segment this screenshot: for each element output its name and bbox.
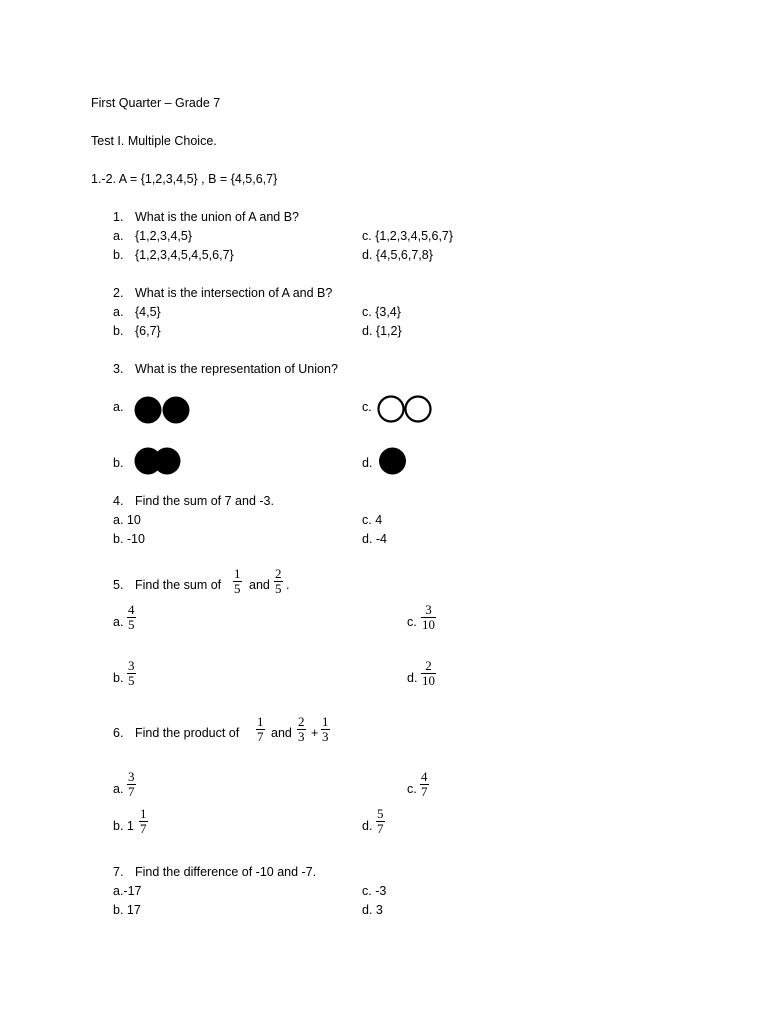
q5-fraction-1 [233,567,242,596]
test-title: Test I. Multiple Choice. [91,134,217,148]
numerator: 4 [421,769,428,784]
q5-choice-d-fraction [421,659,436,688]
q1-b-label: b. [113,248,124,262]
denominator: 5 [128,617,135,632]
q2-a-label: a. [113,305,124,319]
q6-fraction-1 [256,715,265,744]
q5-choice-c-fraction [421,603,436,632]
q5-period: . [286,578,290,592]
q1-choice-a: {1,2,3,4,5} [135,229,193,243]
q1-a-label: a. [113,229,124,243]
q2-text: What is the intersection of A and B? [135,286,333,300]
q2-choice-a: {4,5} [135,305,161,319]
q4-choice-a: a. 10 [113,513,141,527]
q3-choice-a-label: a. [113,400,124,414]
q6-choice-a-fraction [127,770,136,799]
q3-choice-b-label: b. [113,456,124,470]
q2-choice-b: {6,7} [135,324,161,338]
numerator: 1 [257,714,264,729]
denominator: 5 [234,581,241,596]
q7-choice-a: a.-17 [113,884,142,898]
q7-choice-b: b. 17 [113,903,141,917]
denominator: 7 [128,784,135,799]
denominator: 7 [421,784,428,799]
numerator: 3 [425,602,432,617]
numerator: 3 [128,769,135,784]
q6-number: 6. [113,726,124,740]
q5-choice-a-label: a. [113,615,124,629]
q4-choice-b: b. -10 [113,532,145,546]
q2-b-label: b. [113,324,124,338]
numerator: 4 [128,602,135,617]
q3-choice-c-label: c. [362,400,372,414]
numerator: 3 [128,658,135,673]
denominator: 10 [422,673,435,688]
numerator: 1 [140,806,147,821]
q6-and: and [271,726,292,740]
q7-choice-c: c. -3 [362,884,387,898]
q3-choice-d-label: d. [362,456,373,470]
venn-two-filled-circles-icon [133,395,193,425]
q5-number: 5. [113,578,124,592]
q4-choice-d: d. -4 [362,532,388,546]
q5-choice-c-label: c. [407,615,417,629]
q5-and: and [249,578,270,592]
q1-choice-b: {1,2,3,4,5,4,5,6,7} [135,248,234,262]
q6-choice-b-label: b. 1 [113,819,134,833]
q4-choice-c: c. 4 [362,513,383,527]
q6-choice-b-fraction [139,807,148,836]
q1-choice-d: d. {4,5,6,7,8} [362,248,433,262]
q7-text: Find the difference of -10 and -7. [135,865,317,879]
numerator: 1 [322,714,329,729]
denominator: 7 [140,821,147,836]
q6-choice-d-label: d. [362,819,373,833]
denominator: 7 [377,821,384,836]
page-title: First Quarter – Grade 7 [91,96,221,110]
q4-number: 4. [113,494,124,508]
denominator: 7 [257,729,264,744]
q4-text: Find the sum of 7 and -3. [135,494,274,508]
numerator: 2 [425,658,432,673]
venn-two-empty-circles-icon [376,395,436,425]
q3-number: 3. [113,362,124,376]
q1-choice-c: c. {1,2,3,4,5,6,7} [362,229,454,243]
q7-choice-d: d. 3 [362,903,383,917]
q3-text: What is the representation of Union? [135,362,338,376]
q6-fraction-3 [321,715,330,744]
q5-fraction-2 [274,567,283,596]
q5-choice-b-label: b. [113,671,124,685]
venn-single-filled-circle-icon [378,447,408,477]
numerator: 5 [377,806,384,821]
q5-choice-b-fraction [127,659,136,688]
denominator: 3 [322,729,329,744]
q6-choice-d-fraction [376,807,385,836]
q1-text: What is the union of A and B? [135,210,300,224]
denominator: 10 [422,617,435,632]
q2-number: 2. [113,286,124,300]
q6-choice-c-label: c. [407,782,417,796]
venn-overlapping-filled-circles-icon [133,447,185,477]
q2-choice-d: d. {1,2} [362,324,402,338]
numerator: 2 [298,714,305,729]
q5-choice-d-label: d. [407,671,418,685]
q6-choice-a-label: a. [113,782,124,796]
q6-fraction-2 [297,715,306,744]
q5-text: Find the sum of [135,578,222,592]
q6-choice-c-fraction [420,770,429,799]
numerator: 1 [234,566,241,581]
denominator: 5 [275,581,282,596]
q6-plus: + [311,726,319,740]
numerator: 2 [275,566,282,581]
q7-number: 7. [113,865,124,879]
q2-choice-c: c. {3,4} [362,305,401,319]
denominator: 3 [298,729,305,744]
q6-text: Find the product of [135,726,240,740]
q1-number: 1. [113,210,124,224]
given-sets: 1.-2. A = {1,2,3,4,5} , B = {4,5,6,7} [91,172,278,186]
denominator: 5 [128,673,135,688]
q5-choice-a-fraction [127,603,136,632]
